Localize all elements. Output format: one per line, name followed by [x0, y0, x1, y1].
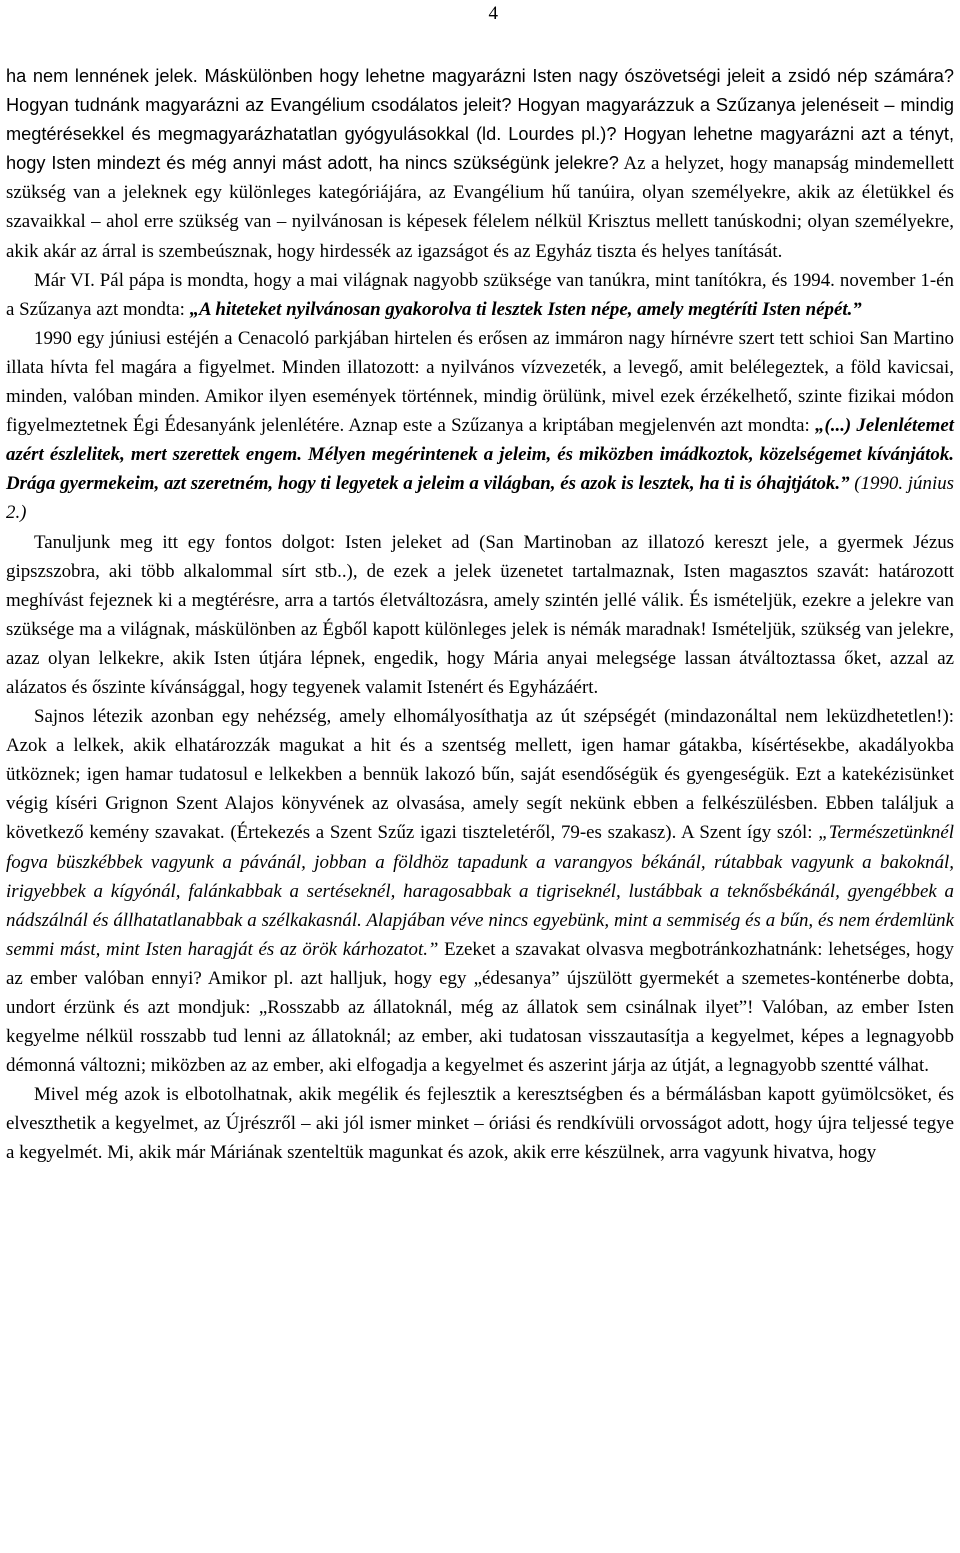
paragraph-4: [6, 528, 954, 703]
paragraph-2-quote: „A hiteteket nyilvánosan gyakorolva ti lesztek Isten népe, amely megtéríti Isten népét.”: [189, 298, 862, 320]
paragraph-3-quote: „(...) Jelenlétemet azért észlelitek, mert szerettek engem. Mélyen megérintenek a jeleim, és miközben imádkoztok, közelségemet kívánjátok. Drága gyermekeim, azt szeretném, hogy ti legyetek a jeleim a világban, és azok is lesztek, ha ti is óhajtjátok.”: [6, 415, 954, 495]
paragraph-6-text: Mivel még azok is elbotolhatnak, akik megélik és fejlesztik a keresztségben és a bérmálásban kapott gyümölcsöket, és elveszthetik a kegyelmet, az Újrészről – aki jól ismer minket – óriási és rendkívüli orvosságot adott, hogy újra teljessé tegye a kegyelmét. Mi, akik már Máriának szenteltük magunkat és azok, akik erre készülnek, arra vagyunk hivatva, hogy: [6, 1084, 954, 1164]
paragraph-1: [6, 62, 954, 266]
paragraph-1-sans-text: ha nem lennének jelek. Máskülönben hogy lehetne magyarázni Isten nagy ószövetségi jeleit a zsidó nép számára? Hogyan tudnánk magyarázni az Evangélium csodálatos jeleit? Hogyan magyarázzuk a Szűzanya jelenéseit – mindig megtérésekkel és megmagyarázhatatlan gyógyulásokkal (ld. Lourdes pl.)? Hogyan lehetne magyarázni azt a tényt, hogy Isten mindezt és még annyi mást adott, ha nincs szükségünk jelekre?: [6, 66, 954, 174]
paragraph-1-text: Az a helyzet, hogy manapság mindemellett szükség van a jeleknek egy különleges kategóriájára, az Evangélium hű tanúira, olyan személyekre, akik az életükkel és szavaikkal – ahol erre szükség van – nyilvánosan is képesek félelem nélkül Krisztus mellett tanúskodni; olyan személyekre, akik akár az árral is szembeúsznak, hogy hirdessék az igazságot és az Egyház tiszta és helyes tanítását.: [6, 153, 954, 262]
paragraph-5: [6, 702, 954, 1080]
paragraph-4-text: Tanuljunk meg itt egy fontos dolgot: Isten jeleket ad (San Martinoban az illatozó kereszt jele, a gyermek Jézus gipszszobra, aki több alkalommal sírt stb..), de ezek a jelek üzenetet tartalmaznak, Isten magasztos szavát: határozott meghívást fejeznek ki a megtérésre, arra a tartós életváltozásra, amely szintén jellé válik. És ismételjük, ezekre a jelekre van szüksége ma a világnak, máskülönben az Égből kapott különleges jelek is némák maradnak! Ismételjük, szükség van jelekre, azaz olyan lelkekre, akik Isten útjára lépnek, engedik, hogy Mária anyai melegsége lassan átváltoztassa őket, azzal az alázatos és őszinte kívánsággal, hogy tegyenek valamit Istenért és Egyházáért.: [6, 531, 954, 698]
paragraph-3: [6, 324, 954, 528]
paragraph-3-text: 1990 egy júniusi estéjén a Cenacoló parkjában hirtelen és erősen az immáron nagy hírnévre szert tett schioi San Martino illata hívta fel magára a figyelmet. Minden illatozott: a nyilvános vízvezeték, a levegő, amit belélegeztek, a föld kavicsai, minden, valóban minden. Amikor ilyen események történnek, mindig örülünk, mivel ezek érzékelhető, szinte fizikai módon figyelmeztetnek Égi Édesanyánk jelenlétére. Aznap este a Szűzanya a kriptában megjelenvén azt mondta:: [6, 327, 954, 437]
paragraph-2-text: Már VI. Pál pápa is mondta, hogy a mai világnak nagyobb szüksége van tanúkra, mint tanítókra, és 1994. november 1-én a Szűzanya azt mondta:: [6, 269, 954, 320]
paragraph-6: [6, 1080, 954, 1167]
page-number: 4: [488, 3, 498, 24]
paragraph-5-text: Sajnos létezik azonban egy nehézség, amely elhomályosíthatja az út szépségét (mindazonáltal nem leküzdhetetlen!): Azok a lelkek, akik elhatározzák magukat a hit és a szentség mellett, igen hamar gátakba, kísértésekbe, akadályokba ütköznek; igen hamar tudatosul e lelkekben a bennük lakozó bűn, saját esendőségük és gyengeségük. Ezt a katekézisünket végig kíséri Grignon Szent Alajos könyvének az olvasása, amely segít nekünk ebben a felkészülésben. Ebben találjuk a következő kemény szavakat. (Értekezés a Szent Szűz igazi tiszteletéről, 79-es szakasz). A Szent így szól:: [6, 706, 954, 844]
paragraph-5-text-continued: Ezeket a szavakat olvasva megbotránkozhatnánk: lehetséges, hogy az ember valóban ennyi? Amikor pl. azt halljuk, hogy egy „édesanya” újszülött gyermekét a szemetes-konténerbe dobta, undort érzünk és azt mondjuk: „Rosszabb az állatoknál, még az állatok sem csinálnak ilyet”! Valóban, az ember Isten kegyelme nélkül rosszabb tud lenni az állatoknál; az ember, aki tudatosan visszautasítja a kegyelmet, képes a legnagyobb démonná változni; miközben az az ember, aki elfogadja a kegyelmet és aszerint járja az útját, a legnagyobb szentté válhat.: [6, 938, 954, 1077]
paragraph-3-date: (1990. június 2.): [6, 473, 954, 524]
paragraph-2: [6, 266, 954, 324]
body-text: [6, 62, 954, 1168]
paragraph-5-quote: „Természetünknél fogva büszkébbek vagyunk a pávánál, jobban a földhöz tapadunk a varangyos békánál, rútabbak vagyunk a bakoknál, irigyebbek a kígyónál, falánkabbak a sertéseknél, haragosabbak a tigriseknél, lustábbak a teknősbékánál, gyengébbek a nádszálnál és állhatatlanabbak a szélkakasnál. Alapjában véve nincs egyebünk, mint a semmiség és a bűn, és nem érdemlünk semmi mást, mint Isten haragját és az örök kárhozatot.”: [6, 822, 954, 960]
